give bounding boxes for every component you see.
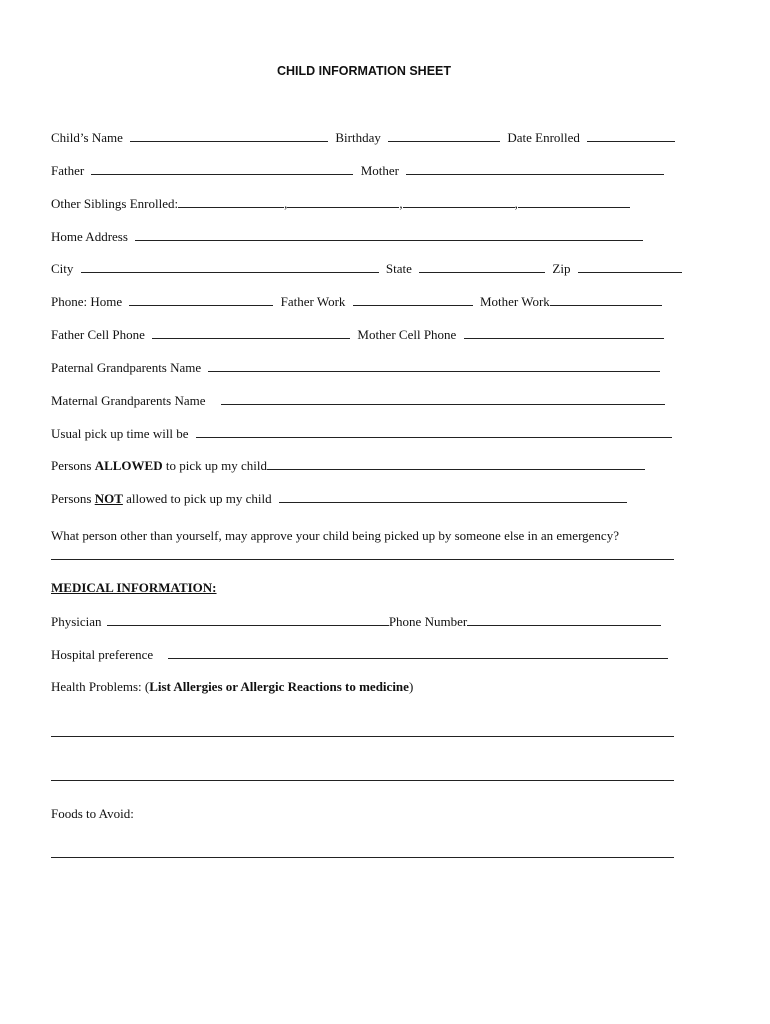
foods-to-avoid-label: Foods to Avoid: [51, 806, 134, 821]
emergency-question: What person other than yourself, may approve your child being picked up by someone else in an emergency? [51, 528, 619, 543]
health-problems-close: ) [408, 679, 414, 694]
hospital-label: Hospital preference [51, 647, 154, 662]
paternal-grandparents-field[interactable] [208, 359, 660, 372]
mother-cell-label: Mother Cell Phone [357, 327, 457, 342]
phone-home-field[interactable] [129, 293, 273, 306]
mother-work-label: Mother Work [479, 294, 550, 309]
allowed-word: ALLOWED [94, 458, 163, 473]
father-work-field[interactable] [353, 293, 473, 306]
mother-work-field[interactable] [550, 293, 662, 306]
date-enrolled-field[interactable] [587, 129, 675, 142]
hospital-field[interactable] [168, 646, 668, 659]
row-physician [51, 613, 661, 630]
row-allowed-pickup [51, 457, 645, 474]
row-phones [51, 293, 662, 310]
physician-label: Physician [51, 614, 102, 629]
other-siblings-label: Other Siblings Enrolled: [51, 196, 179, 211]
not-allowed-pickup-field[interactable] [279, 490, 627, 503]
mother-label: Mother [360, 163, 399, 178]
father-field[interactable] [91, 162, 353, 175]
pickup-time-label: Usual pick up time will be [51, 426, 189, 441]
father-cell-field[interactable] [152, 326, 350, 339]
emergency-answer-field[interactable] [51, 559, 674, 560]
row-siblings [51, 195, 630, 212]
zip-label: Zip [552, 261, 571, 276]
phone-home-label: Phone: Home [51, 294, 123, 309]
row-child-info [51, 129, 675, 146]
not-word: NOT [94, 491, 123, 506]
comma-2: , [399, 196, 403, 211]
birthday-label: Birthday [335, 130, 381, 145]
zip-field[interactable] [578, 260, 682, 273]
persons-label: Persons [51, 458, 92, 473]
medical-heading: MEDICAL INFORMATION: [51, 580, 217, 595]
foods-to-avoid-line[interactable] [51, 857, 674, 858]
comma-3: , [514, 196, 518, 211]
health-problems-label: Health Problems: ( [51, 679, 150, 694]
phone-number-field[interactable] [467, 613, 661, 626]
pickup-time-field[interactable] [196, 425, 672, 438]
mother-field[interactable] [406, 162, 664, 175]
maternal-grandparents-label: Maternal Grandparents Name [51, 393, 206, 408]
row-hospital [51, 646, 668, 663]
home-address-field[interactable] [135, 228, 643, 241]
phone-number-label: Phone Number [388, 614, 468, 629]
row-parents [51, 162, 664, 179]
birthday-field[interactable] [388, 129, 500, 142]
home-address-label: Home Address [51, 229, 128, 244]
maternal-grandparents-field[interactable] [221, 392, 665, 405]
allowed-pickup-field[interactable] [267, 457, 645, 470]
row-cell-phones [51, 326, 664, 343]
row-city [51, 260, 682, 277]
father-label: Father [51, 163, 85, 178]
childs-name-label: Child’s Name [51, 130, 123, 145]
sibling-field-4[interactable] [518, 195, 630, 208]
mother-cell-field[interactable] [464, 326, 664, 339]
health-problems-line-2[interactable] [51, 780, 674, 781]
row-pickup-time [51, 425, 672, 442]
persons-label-2: Persons [51, 491, 92, 506]
city-label: City [51, 261, 74, 276]
father-work-label: Father Work [280, 294, 346, 309]
paternal-grandparents-label: Paternal Grandparents Name [51, 360, 202, 375]
sibling-field-3[interactable] [403, 195, 515, 208]
form-title: CHILD INFORMATION SHEET [276, 64, 452, 78]
row-maternal-grandparents [51, 392, 665, 409]
allowed-suffix-label: to pick up my child [165, 458, 267, 473]
row-not-allowed-pickup [51, 490, 627, 507]
row-paternal-grandparents [51, 359, 660, 376]
row-health-problems [51, 679, 413, 695]
health-problems-bold: List Allergies or Allergic Reactions to medicine [149, 679, 409, 694]
comma-1: , [284, 196, 288, 211]
childs-name-field[interactable] [130, 129, 328, 142]
date-enrolled-label: Date Enrolled [507, 130, 580, 145]
not-suffix-label: allowed to pick up my child [126, 491, 272, 506]
city-field[interactable] [81, 260, 379, 273]
father-cell-label: Father Cell Phone [51, 327, 145, 342]
state-label: State [385, 261, 412, 276]
health-problems-line-1[interactable] [51, 736, 674, 737]
sibling-field-1[interactable] [178, 195, 284, 208]
physician-field[interactable] [107, 613, 389, 626]
state-field[interactable] [419, 260, 545, 273]
sibling-field-2[interactable] [287, 195, 399, 208]
row-home-address [51, 228, 643, 245]
